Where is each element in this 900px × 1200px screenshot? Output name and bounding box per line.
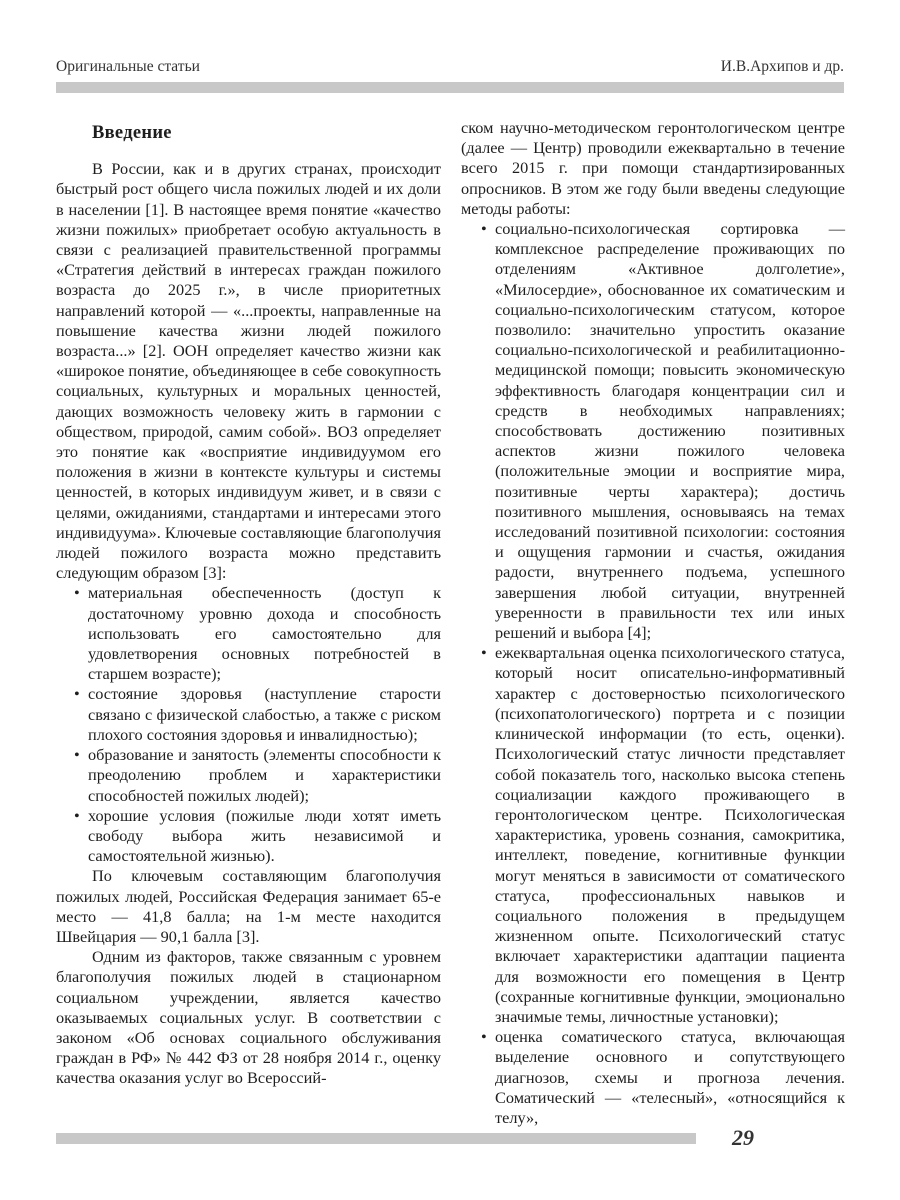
list-item-text: хорошие условия (пожилые люди хотят иметь свободу выбора жить независимой и самостоятельной жизнью). (88, 805, 441, 866)
list-item-text: материальная обеспеченность (доступ к достаточному уровню дохода и способность использовать его самостоятельно для удовлетворения основных потребностей в старшем возрасте); (88, 583, 441, 684)
list-item (56, 583, 441, 684)
bullet-icon: • (481, 643, 487, 663)
list-item (461, 643, 845, 1027)
header-authors: И.В.Архипов и др. (720, 58, 844, 75)
footer-divider-bar (56, 1133, 696, 1144)
list-item (56, 684, 441, 745)
bullet-icon: • (481, 1027, 487, 1047)
list-item-text: ежеквартальная оценка психологического статуса, который носит описательно-информативный характер с достоверностью психологического (психопатологического) портрета и с позиции клинической информации (то есть, оценки). Психологический статус личности представляет собой показатель того, насколько высока степень социализации каждого проживающего в геронтологическом центре. Психологическая характеристика, уровень сознания, самокритика, интеллект, поведение, когнитивные функции могут меняться в зависимости от соматического статуса, профессиональных навыков и социального положения в предыдущем жизненном опыте. Психологический статус включает характеристики адаптации пациента для возможности его помещения в Центр (сохранные когнитивные функции, эмоционально значимые темы, личностные установки); (495, 643, 845, 1026)
bullet-icon: • (74, 684, 80, 704)
paragraph-continued: ском научно-методическом геронтологическом центре (далее — Центр) проводили ежеквартально в течение всего 2015 г. при помощи стандартизированных опросников. В этом же году были введены следующие методы работы: (461, 118, 845, 218)
running-header (56, 58, 844, 82)
list-item (461, 219, 845, 643)
list-item (56, 745, 441, 806)
header-section-label: Оригинальные статьи (56, 58, 200, 75)
list-item (461, 1027, 845, 1128)
paragraph: В России, как и в других странах, происходит быстрый рост общего числа пожилых людей и их доли в населении [1]. В настоящее время понятие «качество жизни пожилых» приобретает особую актуальность в связи с реализацией правительственной программы «Стратегия действий в интересах граждан пожилого возраста до 2025 г.», в числе приоритетных направлений которой — «...проекты, направленные на повышение качества жизни людей пожилого возраста...» [2]. ООН определяет качество жизни как «широкое понятие, объединяющее в себе совокупность социальных, культурных и моральных ценностей, дающих возможность человеку жить в гармонии с обществом, природой, самим собой». ВОЗ определяет это понятие как «восприятие индивидуумом его положения в жизни в контексте культуры и системы ценностей, в которых индивидуум живет, и в связи с целями, ожиданиями, стандартами и интересами этого индивидуума». Ключевые составляющие благополучия людей пожилого возраста можно представить следующим образом [3]: (56, 159, 442, 583)
list-item-text: образование и занятость (элементы способности к преодолению проблем и характеристики способностей пожилых людей); (88, 745, 441, 805)
paragraph: По ключевым составляющим благополучия пожилых людей, Российская Федерация занимает 65-е место — 41,8 балла; на 1-м месте находится Швейцария — 90,1 балла [3]. (56, 866, 441, 946)
bullet-list (461, 219, 845, 1128)
bullet-icon: • (74, 745, 80, 765)
list-item-text: социально-психологическая сортировка — комплексное распределение проживающих по отделениям «Активное долголетие», «Милосердие», обоснованное их соматическим и социально-психологическим статусом, которое позволило: значительно упростить оказание социально-психологической и реабилитационно-медицинской помощи; повысить экономическую эффективность благодаря концентрации сил и средств в необходимых направлениях; способствовать достижению позитивных аспектов жизни пожилого человека (положительные эмоции и восприятие мира, позитивные черты характера); достичь позитивного мышления, основываясь на темах исследований позитивной психологии: состояния и ощущения гармонии и счастья, ожидания радости, внутреннего подъема, успешного завершения любой ситуации, внутренней уверенности в правильности тех или иных решений и выбора [4]; (495, 219, 845, 643)
right-column (461, 118, 845, 1128)
left-column (56, 118, 441, 1089)
bullet-list (56, 583, 441, 866)
list-item-text: оценка соматического статуса, включающая выделение основного и сопутствующего диагнозов, схемы и прогноза лечения. Соматический — «телесный», «относящийся к телу», (495, 1027, 845, 1127)
bullet-icon: • (74, 583, 80, 603)
section-title-introduction: Введение (92, 123, 172, 143)
bullet-icon: • (481, 219, 487, 239)
paragraph: Одним из факторов, также связанным с уровнем благополучия пожилых людей в стационарном социальном учреждении, является качество оказываемых социальных услуг. В соответствии с законом «Об основах социального обслуживания граждан в РФ» № 442 ФЗ от 28 ноября 2014 г., оценку качества оказания услуг во Всероссий- (56, 947, 441, 1088)
page-number: 29 (732, 1125, 754, 1150)
list-item (56, 806, 441, 867)
header-divider-bar (56, 82, 844, 93)
list-item-text: состояние здоровья (наступление старости связано с физической слабостью, а также с риском плохого состояния здоровья и инвалидностью); (88, 684, 441, 744)
bullet-icon: • (74, 805, 80, 825)
